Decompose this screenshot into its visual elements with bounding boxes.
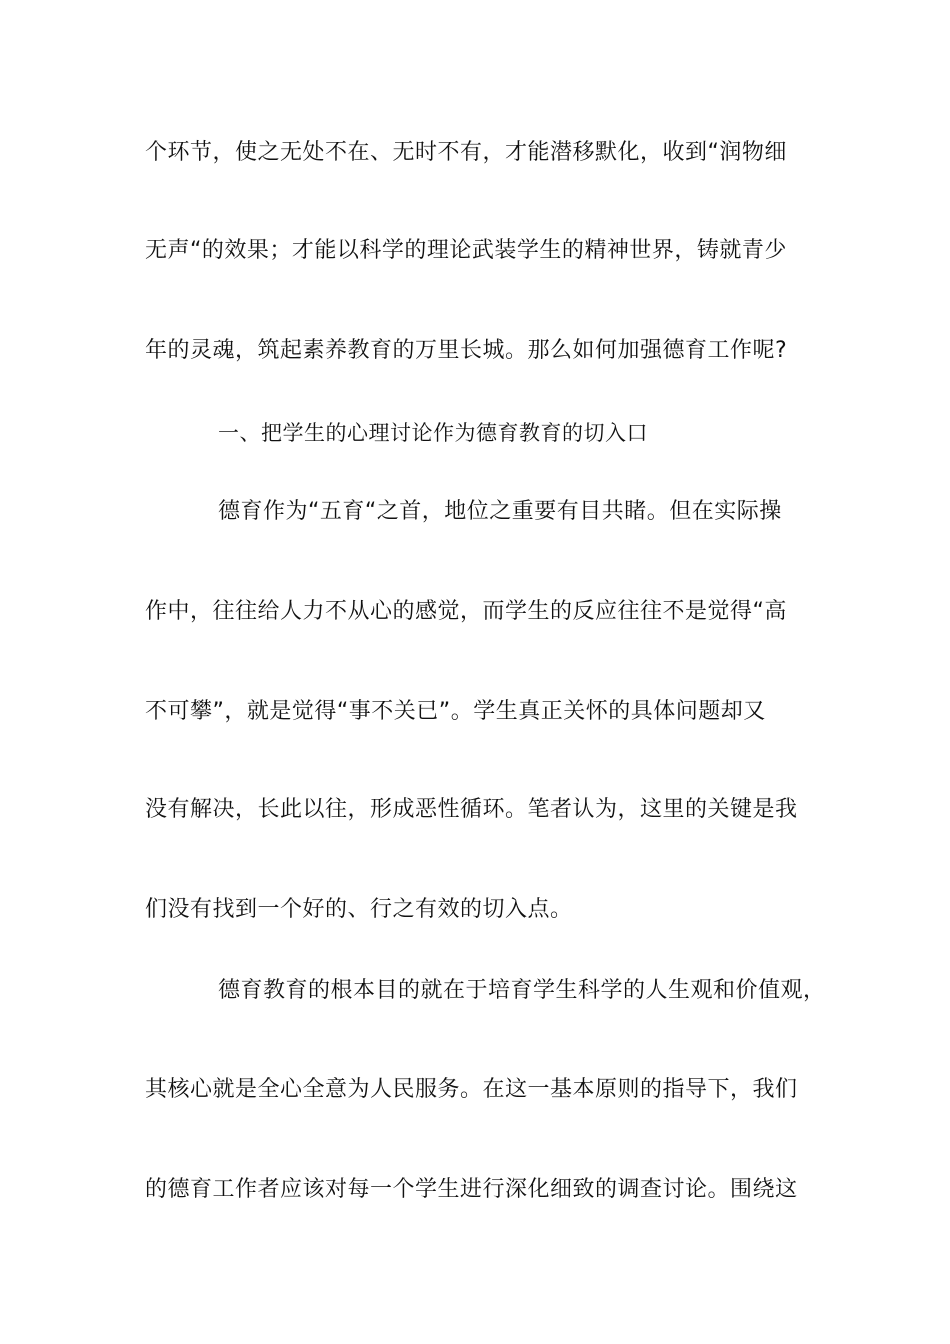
paragraph-3-line-2: 其核心就是全心全意为人民服务。在这一基本原则的指导下，我们 xyxy=(145,1077,798,1102)
paragraph-2-line-5: 们没有找到一个好的、行之有效的切入点。 xyxy=(145,897,573,922)
paragraph-1-line-3: 年的灵魂，筑起素养教育的万里长城。那么如何加强德育工作呢? xyxy=(145,338,788,363)
section-heading: 一、把学生的心理讨论作为德育教育的切入口 xyxy=(218,421,648,445)
paragraph-2-line-2: 作中，往往给人力不从心的感觉，而学生的反应往往不是觉得“高 xyxy=(145,599,787,624)
paragraph-1-line-1: 个环节，使之无处不在、无时不有，才能潜移默化，收到“润物细 xyxy=(145,140,787,165)
paragraph-3-line-3: 的德育工作者应该对每一个学生进行深化细致的调查讨论。围绕这 xyxy=(145,1177,798,1202)
paragraph-3-line-1: 德育教育的根本目的就在于培育学生科学的人生观和价值观， xyxy=(218,978,826,1003)
paragraph-1-line-2: 无声“的效果；才能以科学的理论武装学生的精神世界，铸就青少 xyxy=(145,238,787,263)
paragraph-2-line-3: 不可攀”，就是觉得“事不关已”。学生真正关怀的具体问题却又 xyxy=(145,699,766,724)
paragraph-2-line-1: 德育作为“五育“之首，地位之重要有目共睹。但在实际操 xyxy=(218,499,782,524)
paragraph-2-line-4: 没有解决，长此以往，形成恶性循环。笔者认为，这里的关键是我 xyxy=(145,797,798,822)
